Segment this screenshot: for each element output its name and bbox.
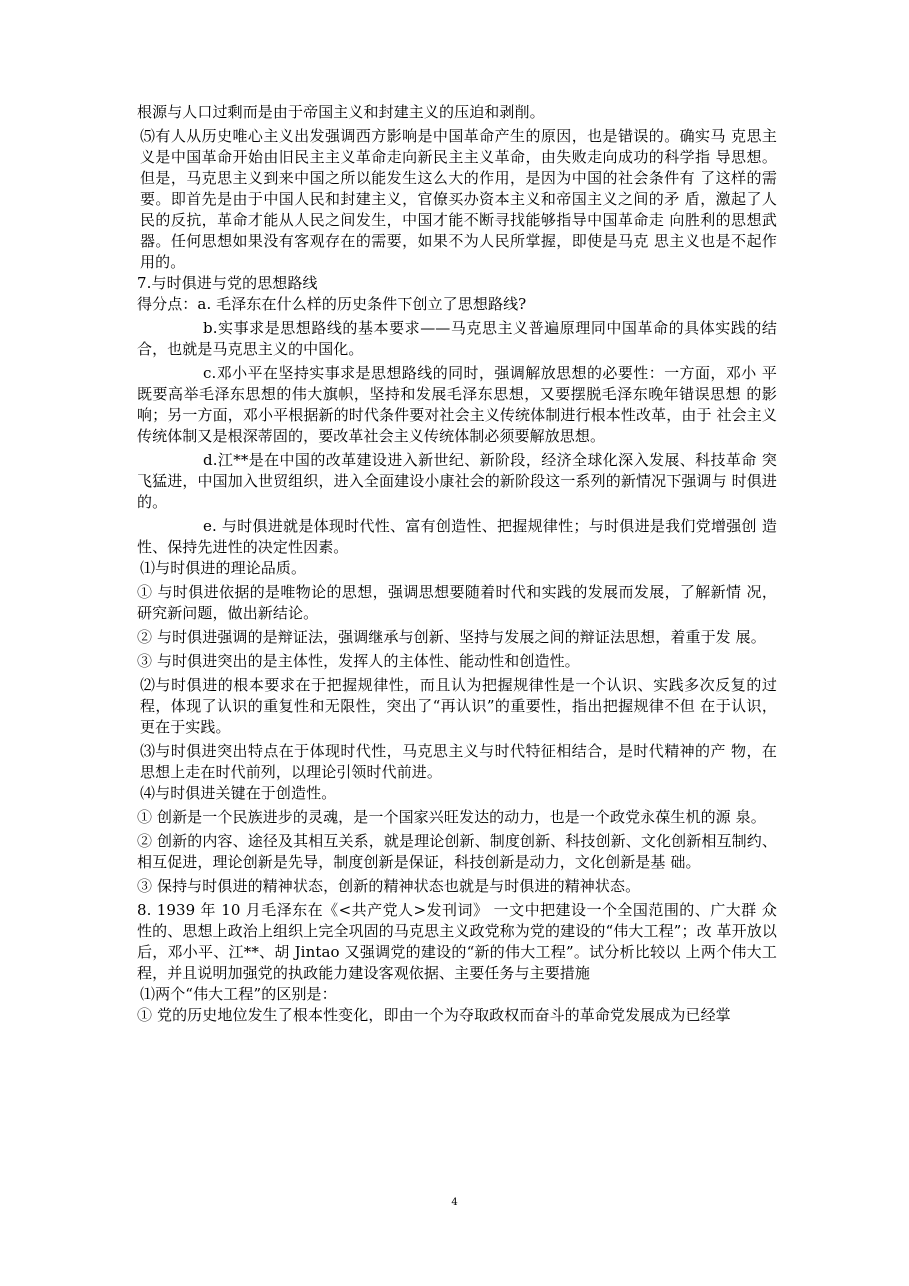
paragraph-point-3: ⑶与时俱进突出特点在于体现时代性，马克思主义与时代特征相结合，是时代精神的产 物，在思想上走在时代前列，以理论引领时代前进。 (140, 742, 777, 781)
subheading-section8-1: ⑴两个“伟大工程”的区别是： (140, 985, 337, 1003)
subheading-1: ⑴与时俱进的理论品质。 (140, 559, 307, 577)
list-item-4-3: ③ 保持与时俱进的精神状态，创新的精神状态也就是与时俱进的精神状态。 (137, 877, 641, 895)
list-item-section8-1: ① 党的历史地位发生了根本性变化，即由一个为夺取政权而奋斗的革命党发展成为已经掌 (137, 1006, 731, 1024)
section-heading-8: 8. 1939 年 10 月毛泽东在《<共产党人>发刊词》 一文中把建设一个全国范围的、广大群 众性的、思想上政治上组织上完全巩固的马克思主义政党称为党的建设的“伟大工程”；改 革开放以后，邓小平、江**、胡 Jintao 又强调党的建设的“新的伟大工程”。试分析比较以 上两个伟大工程，并且说明加强党的执政能力建设客观依据、主要任务与主要措施 (137, 901, 777, 982)
list-item-1-2: ② 与时俱进强调的是辩证法，强调继承与创新、坚持与发展之间的辩证法思想，着重于发 展。 (137, 628, 766, 646)
scoring-point-c: c.邓小平在坚持实事求是思想路线的同时，强调解放思想的必要性：一方面，邓小 平既要高举毛泽东思想的伟大旗帜，坚持和发展毛泽东思想，又要摆脱毛泽东晚年错误思想 的影响；另一方面，邓小平根据新的时代条件要对社会主义传统体制进行根本性改革，由于 社会主义传统体制又是根深蒂固的，要改革社会主义传统体制必须要解放思想。 (137, 364, 777, 445)
list-item-4-1: ① 创新是一个民族进步的灵魂，是一个国家兴旺发达的动力，也是一个政党永葆生机的源 泉。 (137, 808, 766, 826)
subheading-4: ⑷与时俱进关键在于创造性。 (140, 784, 337, 802)
paragraph-point-5: ⑸有人从历史唯心主义出发强调西方影响是中国革命产生的原因，也是错误的。确实马 克思主义是中国革命开始由旧民主主义革命走向新民主主义革命，由失败走向成功的科学指 导思想。但是，马克思主义到来中国之所以能发生这么大的作用，是因为中国的社会条件有 了这样的需要。即首先是由于中国人民和封建主义，官僚买办资本主义和帝国主义之间的矛 盾，激起了人民的反抗，革命才能从人民之间发生，中国才能不断寻找能够指导中国革命走 向胜利的思想武器。任何思想如果没有客观存在的需要，如果不为人民所掌握，即使是马克 思主义也是不起作用的。 (140, 127, 777, 271)
list-item-1-1: ① 与时俱进依据的是唯物论的思想，强调思想要随着时代和实践的发展而发展，了解新情 况，研究新问题，做出新结论。 (137, 583, 777, 622)
list-item-1-3: ③ 与时俱进突出的是主体性，发挥人的主体性、能动性和创造性。 (137, 652, 580, 670)
scoring-point-b: b.实事求是思想路线的基本要求——马克思主义普遍原理同中国革命的具体实践的结合，也就是马克思主义的中国化。 (137, 319, 777, 358)
document-body (137, 102, 777, 1026)
scoring-point-a: 得分点：a. 毛泽东在什么样的历史条件下创立了思想路线? (137, 295, 527, 313)
page-number: 4 (451, 1197, 458, 1208)
scoring-point-d: d.江**是在中国的改革建设进入新世纪、新阶段，经济全球化深入发展、科技革命 突飞猛进，中国加入世贸组织，进入全面建设小康社会的新阶段这一系列的新情况下强调与 时俱进的。 (137, 451, 777, 511)
paragraph-point-2: ⑵与时俱进的根本要求在于把握规律性，而且认为把握规律性是一个认识、实践多次反复的过程，体现了认识的重复性和无限性，突出了“再认识”的重要性，指出把握规律不但 在于认识，更在于实践。 (140, 676, 777, 736)
scoring-point-e: e. 与时俱进就是体现时代性、富有创造性、把握规律性；与时俱进是我们党增强创 造性、保持先进性的决定性因素。 (137, 517, 777, 556)
list-item-4-2: ② 创新的内容、途径及其相互关系，就是理论创新、制度创新、科技创新、文化创新相互制约、相互促进，理论创新是先导，制度创新是保证，科技创新是动力，文化创新是基 础。 (137, 832, 777, 871)
section-heading-7: 7.与时俱进与党的思想路线 (137, 274, 318, 292)
paragraph-continuation: 根源与人口过剩而是由于帝国主义和封建主义的压迫和剥削。 (137, 103, 545, 121)
